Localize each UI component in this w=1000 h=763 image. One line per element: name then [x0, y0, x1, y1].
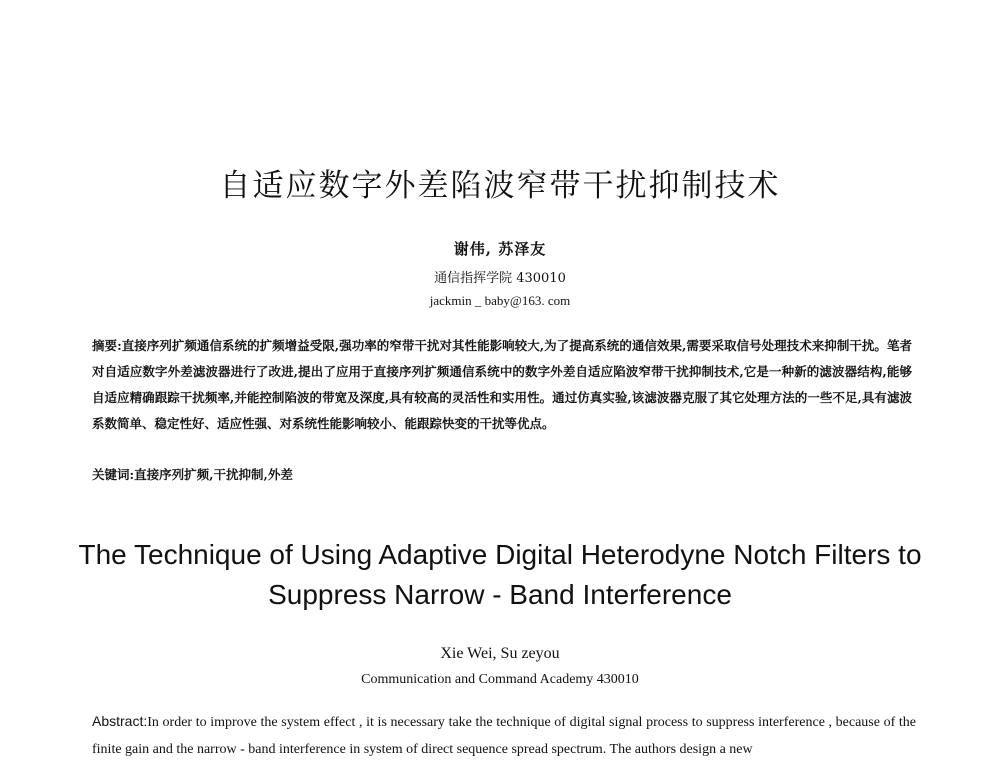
- english-title-line-2: Suppress Narrow - Band Interference: [268, 579, 732, 610]
- chinese-abstract-label: 摘要:: [92, 338, 122, 353]
- chinese-abstract: [92, 333, 912, 437]
- english-title: [60, 535, 940, 615]
- chinese-abstract-text: 直接序列扩频通信系统的扩频增益受限,强功率的窄带干扰对其性能影响较大,为了提高系统的通信效果,需要采取信号处理技术来抑制干扰。笔者对自适应数字外差滤波器进行了改进,提出了应用于直接序列扩频通信系统中的数字外差自适应陷波窄带干扰抑制技术,它是一种新的滤波器结构,能够自适应精确跟踪干扰频率,并能控制陷波的带宽及深度,具有较高的灵活性和实用性。通过仿真实验,该滤波器克服了其它处理方法的一些不足,具有滤波系数简单、稳定性好、适应性强、对系统性能影响较小、能跟踪快变的干扰等优点。: [92, 338, 912, 431]
- chinese-keywords: [92, 465, 912, 483]
- chinese-affiliation: 通信指挥学院 430010: [434, 271, 566, 286]
- english-abstract-text: In order to improve the system effect , it is necessary take the technique of digital signal process to suppress interference , because of the finite gain and the narrow - band interference in system of direct sequence spread spectrum. The authors design a new: [92, 715, 916, 757]
- chinese-keywords-text: 直接序列扩频,干扰抑制,外差: [134, 467, 293, 482]
- english-abstract-label: Abstract:: [92, 713, 148, 729]
- chinese-keywords-label: 关键词:: [92, 467, 135, 482]
- english-title-line-1: The Technique of Using Adaptive Digital Heterodyne Notch Filters to: [78, 539, 922, 570]
- author-email: jackmin _ baby@163. com: [429, 293, 571, 308]
- english-abstract: [92, 708, 916, 763]
- chinese-authors: 谢伟, 苏泽友: [453, 240, 547, 258]
- chinese-title: 自适应数字外差陷波窄带干扰抑制技术: [219, 168, 781, 204]
- english-affiliation: Communication and Command Academy 430010: [361, 672, 639, 687]
- english-authors: Xie Wei, Su zeyou: [440, 645, 560, 662]
